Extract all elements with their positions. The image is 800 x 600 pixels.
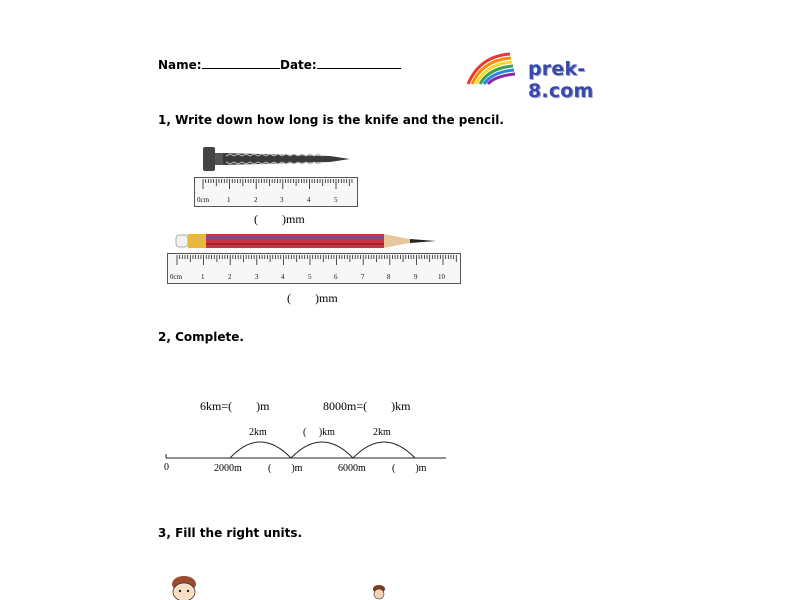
question-3-prompt: 3, Fill the right units. <box>158 526 303 540</box>
line-label-1: 2000m <box>214 463 242 474</box>
ruler-short-tick-4: 4 <box>307 196 311 204</box>
ruler-long-tick-3: 3 <box>255 273 259 281</box>
ruler-long-tick-2: 2 <box>228 273 232 281</box>
ruler-long <box>167 253 461 284</box>
ruler-long-unit: 0cm <box>170 273 183 281</box>
ruler-short-tick-5: 5 <box>334 196 338 204</box>
cartoon-person-image <box>370 584 390 600</box>
date-field <box>280 57 401 72</box>
ruler-short-tick-3: 3 <box>280 196 284 204</box>
ruler-long-tick-9: 9 <box>414 273 418 281</box>
line-label-2: ( )m <box>268 463 303 474</box>
nail-image <box>200 144 352 174</box>
name-line <box>202 57 280 69</box>
date-label: Date: <box>280 58 317 72</box>
ruler-long-tick-5: 5 <box>308 273 312 281</box>
ruler-short-tick-1: 1 <box>227 196 231 204</box>
cartoon-child-image <box>166 574 206 600</box>
ruler-short-tick-2: 2 <box>254 196 258 204</box>
date-line <box>317 57 401 69</box>
name-field <box>158 57 280 72</box>
pencil-image <box>174 230 440 252</box>
arc-label-3: 2km <box>373 427 391 438</box>
equation-km-to-m: 6km=( )m <box>200 399 270 413</box>
equation-m-to-km: 8000m=( )km <box>323 399 411 413</box>
name-label: Name: <box>158 58 202 72</box>
logo <box>466 52 646 102</box>
line-start-label: 0 <box>164 462 169 473</box>
ruler-long-tick-10: 10 <box>438 273 445 281</box>
answer-pencil: ( )mm <box>287 291 338 305</box>
question-2-prompt: 2, Complete. <box>158 330 244 344</box>
line-label-3: 6000m <box>338 463 366 474</box>
arc-label-2: ( )km <box>303 427 335 438</box>
ruler-long-tick-4: 4 <box>281 273 285 281</box>
logo-text: prek-8.com <box>528 58 594 102</box>
rainbow-icon <box>466 52 518 86</box>
ruler-long-tick-6: 6 <box>334 273 338 281</box>
line-label-4: ( )m <box>392 463 427 474</box>
ruler-short-unit: 0cm <box>197 196 210 204</box>
ruler-short <box>194 177 358 207</box>
ruler-long-tick-1: 1 <box>201 273 205 281</box>
arc-label-1: 2km <box>249 427 267 438</box>
question-1-prompt: 1, Write down how long is the knife and the pencil. <box>158 113 504 127</box>
ruler-long-tick-7: 7 <box>361 273 365 281</box>
ruler-long-tick-8: 8 <box>387 273 391 281</box>
answer-knife: ( )mm <box>254 212 305 226</box>
ruler-short-ticks <box>195 178 357 206</box>
